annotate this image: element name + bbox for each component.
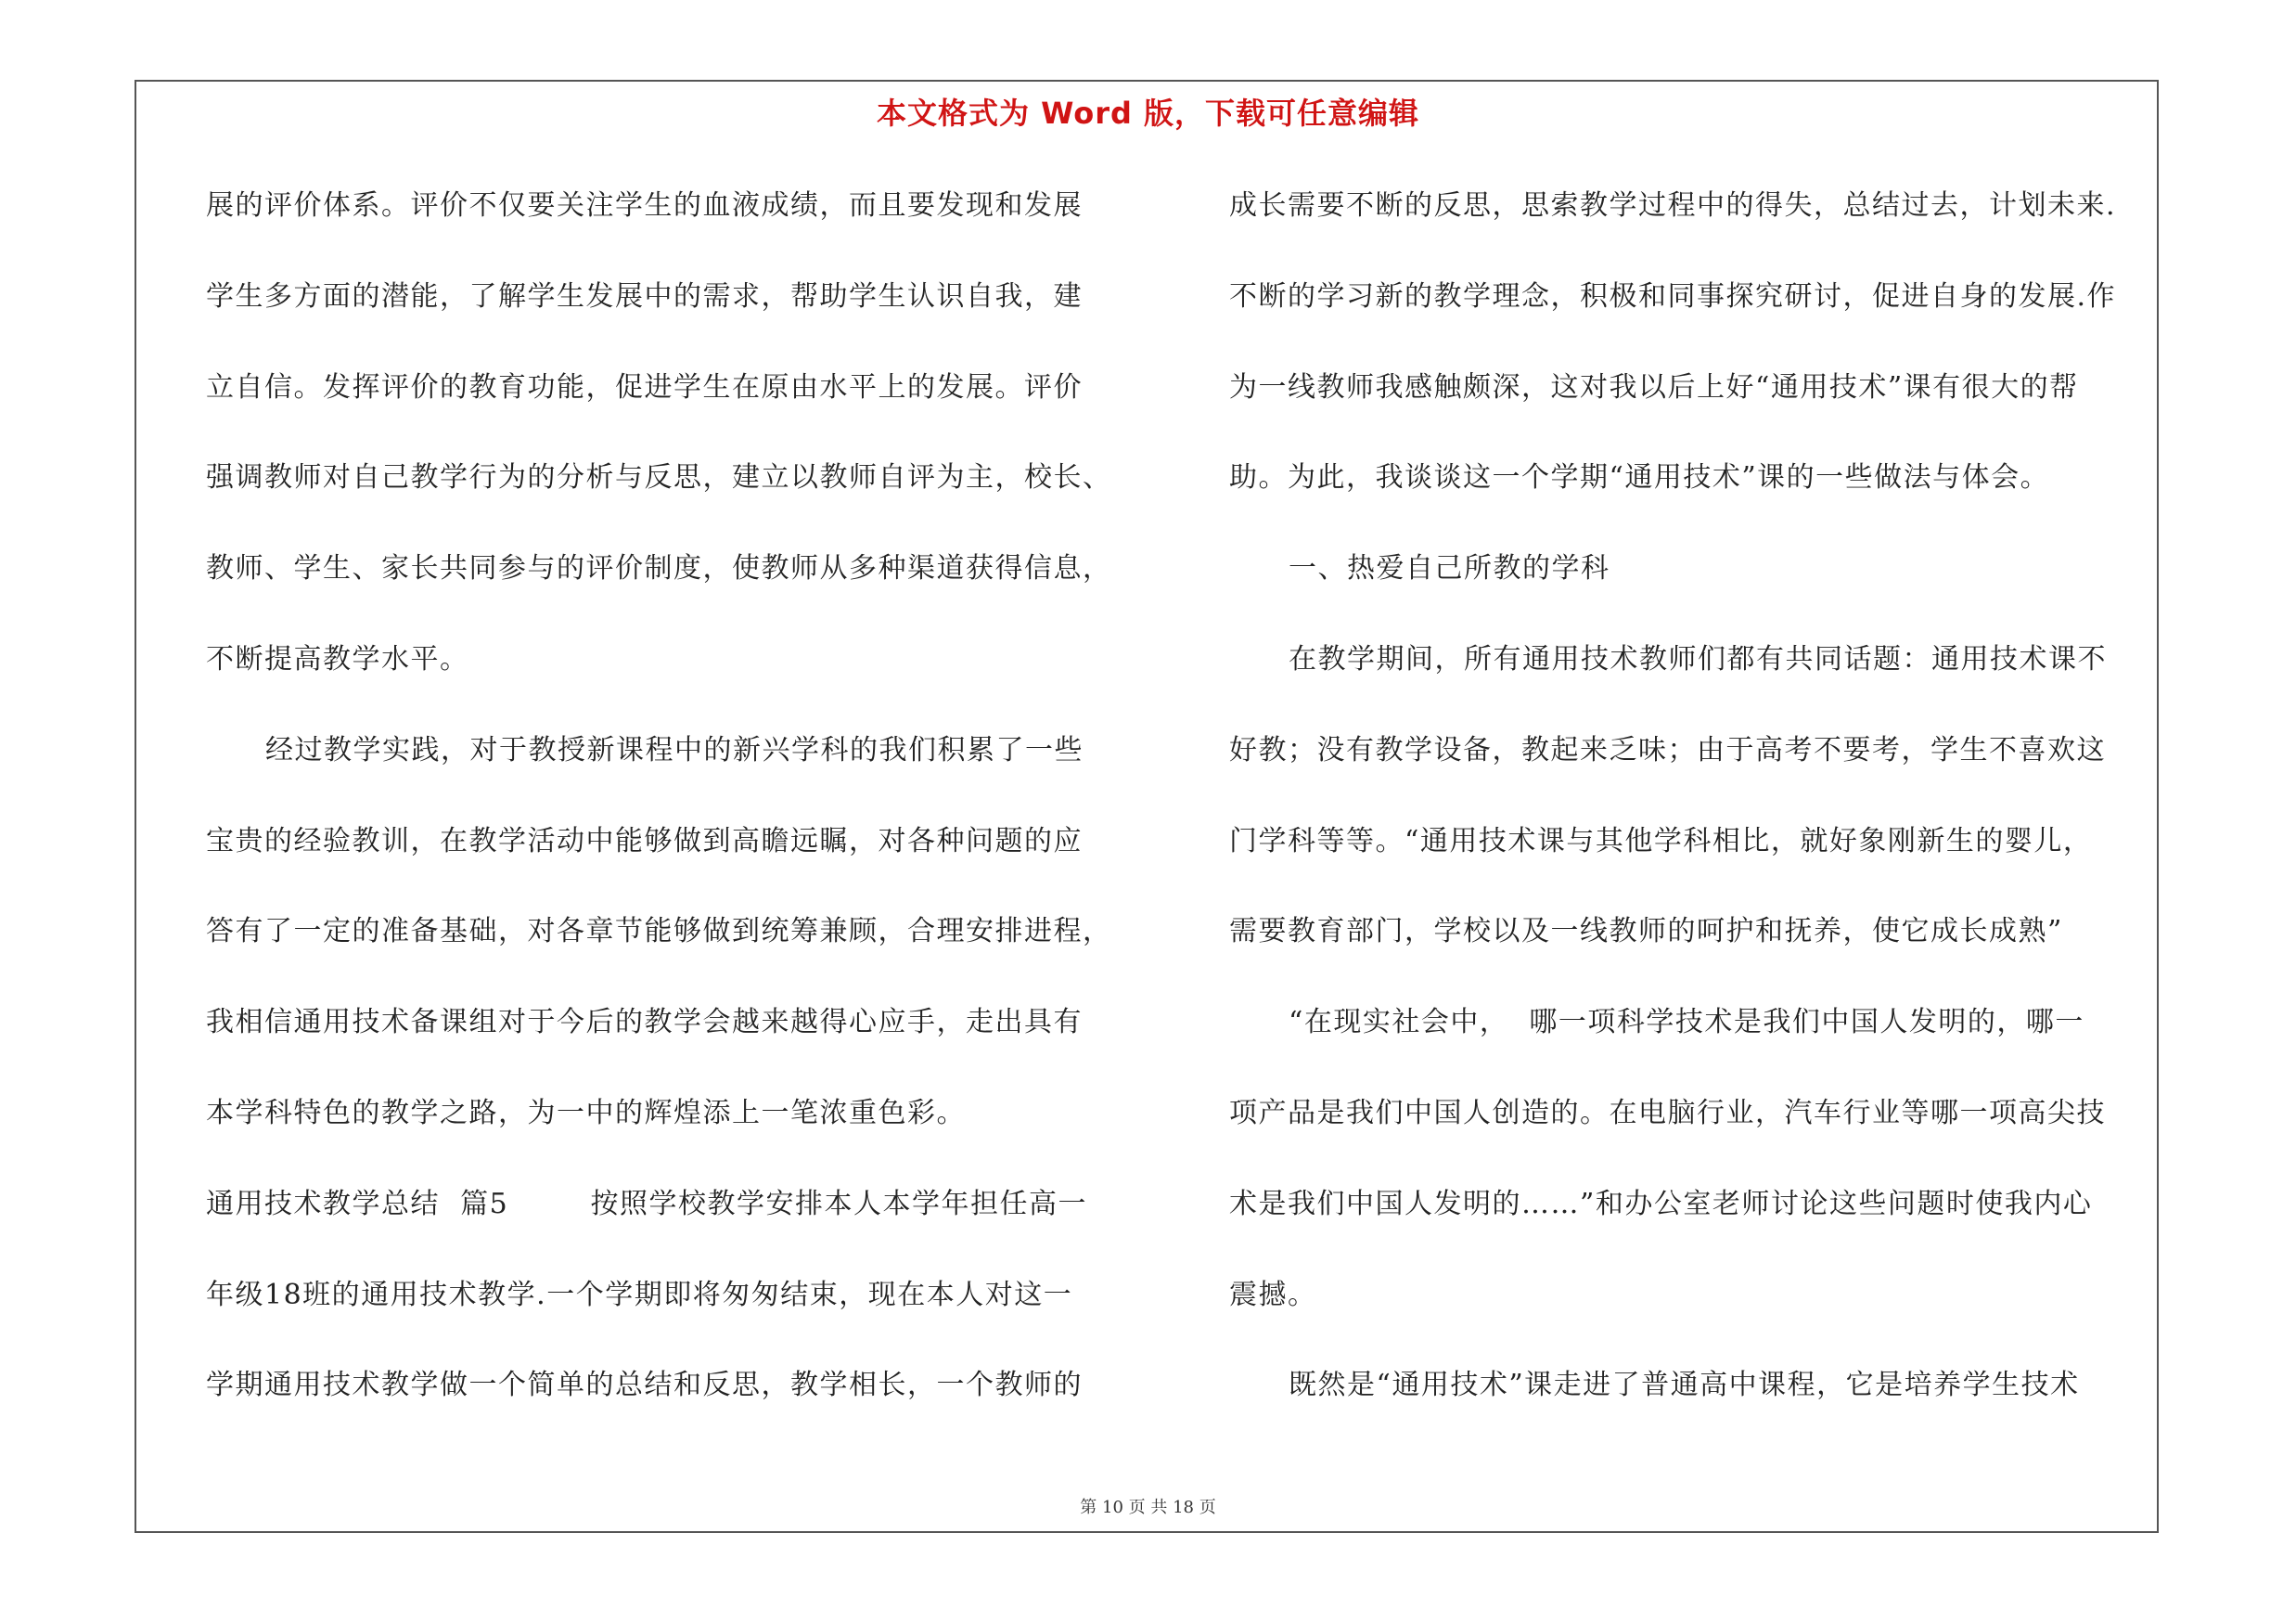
left-column [206,182,1134,1452]
right-line: 好教；没有教学设备，教起来乏味；由于高考不要考，学生不喜欢这 [1229,733,2106,766]
right-line: 震撼。 [1229,1278,1317,1311]
left-line: 通用技术教学总结 篇5 按照学校教学安排本人本学年担任高一 [206,1187,1087,1220]
left-line: 学生多方面的潜能，了解学生发展中的需求，帮助学生认识自我，建 [206,279,1083,313]
right-line: 为一线教师我感触颇深，这对我以后上好“通用技术”课有很大的帮 [1229,370,2079,404]
right-line: 门学科等等。“通用技术课与其他学科相比，就好象刚新生的婴儿， [1229,824,2093,857]
left-line: 展的评价体系。评价不仅要关注学生的血液成绩，而且要发现和发展 [206,189,1083,222]
left-line: 经过教学实践，对于教授新课程中的新兴学科的我们积累了一些 [265,733,1084,766]
right-line: 不断的学习新的教学理念，积极和同事探究研讨，促进自身的发展.作 [1229,279,2117,313]
right-line: 既然是“通用技术”课走进了普通高中课程，它是培养学生技术 [1289,1369,2080,1402]
section-heading: 一、热爱自己所教的学科 [1289,552,1610,586]
right-column [1229,182,2166,1452]
right-line: 在教学期间，所有通用技术教师们都有共同话题：通用技术课不 [1289,642,2107,676]
right-line: 成长需要不断的反思，思索教学过程中的得失，总结过去，计划未来. [1229,189,2117,222]
right-line: 项产品是我们中国人创造的。在电脑行业，汽车行业等哪一项高尖技 [1229,1096,2106,1129]
right-line: 术是我们中国人发明的……”和办公室老师讨论这些问题时使我内心 [1229,1187,2093,1220]
left-line: 本学科特色的教学之路，为一中的辉煌添上一笔浓重色彩。 [206,1096,966,1129]
left-line: 教师、学生、家长共同参与的评价制度，使教师从多种渠道获得信息， [206,552,1112,586]
left-line: 学期通用技术教学做一个简单的总结和反思，教学相长，一个教师的 [206,1369,1083,1402]
left-line: 年级18班的通用技术教学.一个学期即将匆匆结束，现在本人对这一 [206,1278,1073,1311]
left-line: 不断提高教学水平。 [206,642,469,676]
format-banner: 本文格式为 Word 版，下载可任意编辑 [876,96,1420,131]
right-line: 助。为此，我谈谈这一个学期“通用技术”课的一些做法与体会。 [1229,461,2050,495]
right-line: 需要教育部门，学校以及一线教师的呵护和抚养，使它成长成熟” [1229,915,2063,948]
left-line: 强调教师对自己教学行为的分析与反思，建立以教师自评为主，校长、 [206,461,1112,495]
page-number-footer: 第 10 页 共 18 页 [1080,1498,1216,1517]
left-line: 答有了一定的准备基础，对各章节能够做到统筹兼顾，合理安排进程， [206,915,1112,948]
right-line: “在现实社会中， 哪一项科学技术是我们中国人发明的，哪一 [1289,1006,2084,1039]
left-line: 我相信通用技术备课组对于今后的教学会越来越得心应手，走出具有 [206,1006,1083,1039]
left-line: 立自信。发挥评价的教育功能，促进学生在原由水平上的发展。评价 [206,370,1083,404]
left-line: 宝贵的经验教训，在教学活动中能够做到高瞻远瞩，对各种问题的应 [206,824,1083,857]
